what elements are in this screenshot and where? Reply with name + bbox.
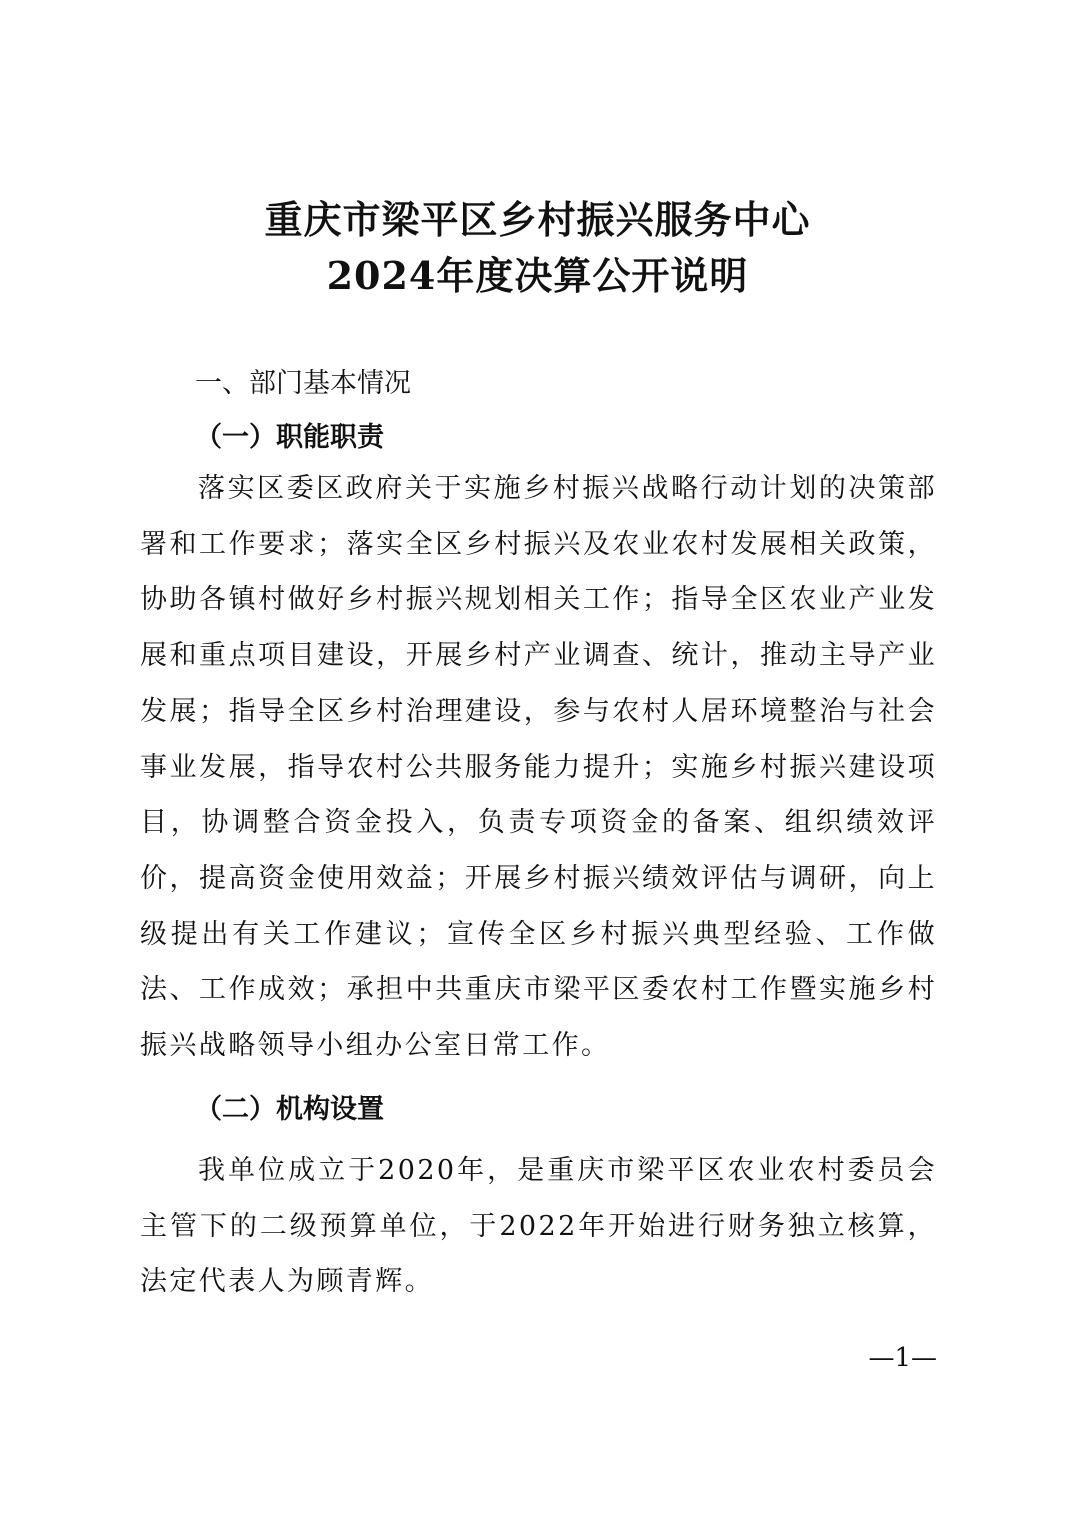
document-title-line1: 重庆市梁平区乡村振兴服务中心 [264, 197, 811, 242]
subsection-heading-organization: （二）机构设置 [195, 1094, 384, 1125]
page-number: —1— [868, 1343, 937, 1373]
document-title-line2: 2024年度决算公开说明 [326, 253, 749, 298]
paragraph-functions: 落实区委区政府关于实施乡村振兴战略行动计划的决策部署和工作要求；落实全区乡村振兴及农业农村发展相关政策，协助各镇村做好乡村振兴规划相关工作；指导全区农业产业发展和重点项目建设，开展乡村产业调查、统计，推动主导产业发展；指导全区乡村治理建设，参与农村人居环境整治与社会事业发展，指导农村公共服务能力提升；实施乡村振兴建设项目，协调整合资金投入，负责专项资金的备案、组织绩效评价，提高资金使用效益；开展乡村振兴绩效评估与调研，向上级提出有关工作建议；宣传全区乡村振兴典型经验、工作做法、工作成效；承担中共重庆市梁平区委农村工作暨实施乡村振兴战略领导小组办公室日常工作。 [140, 473, 937, 1062]
subsection-heading-functions: （一）职能职责 [195, 422, 384, 453]
section-heading-basic-info: 一、部门基本情况 [195, 368, 411, 399]
paragraph-organization: 我单位成立于2020年，是重庆市梁平区农业农村委员会主管下的二级预算单位，于2022年开始进行财务独立核算，法定代表人为顾青辉。 [140, 1155, 937, 1298]
